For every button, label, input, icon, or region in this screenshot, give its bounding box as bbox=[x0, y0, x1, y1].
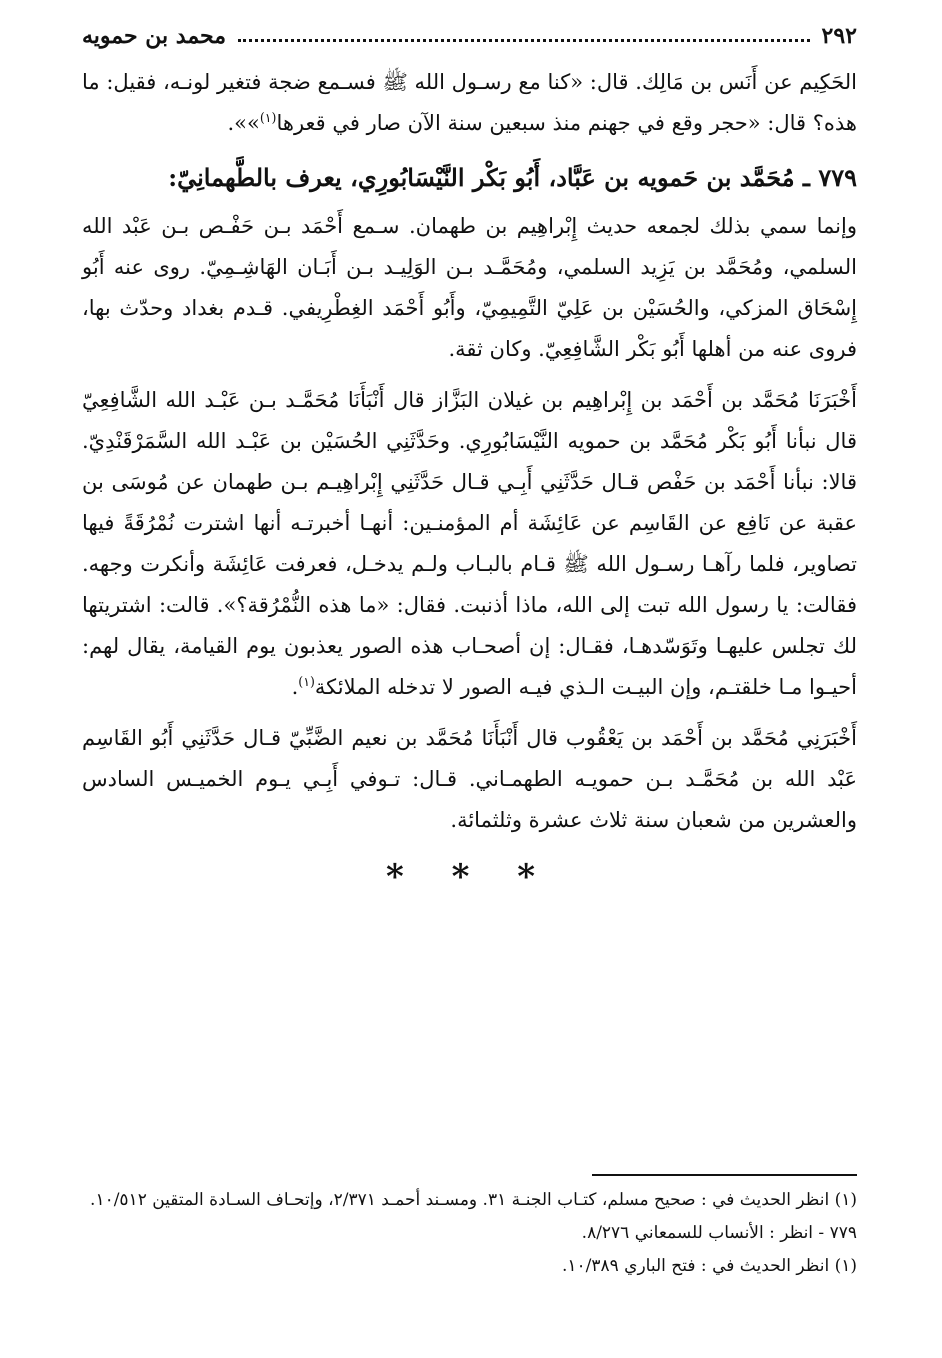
footnotes bbox=[82, 1174, 857, 1283]
continuation-paragraph bbox=[82, 62, 857, 144]
death-report-paragraph: أَخْبَرَنِي مُحَمَّد بن أَحْمَد بن يَعْقُوب قال أَنْبَأَنَا مُحَمَّد بن نعيم الضَّبِّيّ قـال حَدَّثَنِي أَبُو القَاسِم عَبْد الله بن مُحَمَّـد بـن حمويـه الطهمـاني. قـال: تـوفي أَبِـي يـوم الخميـس السادس والعشرين من شعبان سنة ثلاث عشرة وثلثمائة. bbox=[82, 726, 857, 832]
biography-paragraph: وإنما سمي بذلك لجمعه حديث إِبْراهِيم بن طهمان. سـمع أَحْمَد بـن حَفْـص بـن عَبْد الله السلمي، ومُحَمَّد بن يَزِيد السلمي، ومُحَمَّـد بـن الوَلِيـد بـن أَبَـان الهَاشِـمِيّ. روى عنه أَبُو إِسْحَاق المزكي، والحُسَيْن بن عَلِيّ التَّمِيمِيّ، وأَبُو أَحْمَد الغِطْرِيفي. قـدم بغداد وحدّث بها، فروى عنه من أهلها أَبُو بَكْر الشَّافِعِيّ. وكان ثقة. bbox=[82, 214, 857, 361]
footnote-item: (١) انظر الحديث في : صحيح مسلم، كتـاب الجنـة ٣١. ومسـند أحمـد ٢/٣٧١، وإتحـاف السـادة المتقين ١٠/٥١٢. bbox=[90, 1190, 857, 1210]
book-page bbox=[82, 18, 857, 1334]
page-header bbox=[82, 18, 857, 54]
footnote-marker: (١) bbox=[298, 674, 315, 689]
footnote-item: (١) انظر الحديث في : فتح الباري ١٠/٣٨٩. bbox=[561, 1256, 857, 1276]
hadith-text: أَخْبَرَنَا مُحَمَّد بن أَحْمَد بن إِبْراهِيم بن غيلان البَزَّاز قال أَنْبَأَنَا مُحَمَّـد بـن عَبْـد الله الشَّافِعِيّ قال نبأنا أَبُو بَكْر مُحَمَّد بن حمويه النَّيْسَابُورِي. وحَدَّثَنِي الحُسَيْن بن عَبْـد الله السَّمَرْقَنْدِيّ. قالا: نبأنا أَحْمَد بن حَفْص قـال حَدَّثَنِي أَبِـي قـال حَدَّثَنِي إِبْراهِيـم بـن طهمان عن مُوسَى بن عقبة عن نَافِع عن القَاسِم عن عَائِشَة أم المؤمنـين: أنهـا أخبرتـه أنها اشترت نُمْرُقَةً فيها تصاوير، فلما رآهـا رسـول الله ﷺ قـام بالبـاب ولـم يدخـل، فعرفت عَائِشَة وأنكرت وجهه. فقالت: يا رسول الله تبت إلى الله، ماذا أذنبت. فقال: «ما هذه النُّمْرُقة؟». قالت: اشتريتها لك تجلس عليهـا وتَوَسّدهـا، فقـال: إن أصحـاب هذه الصور يعذبون يوم القيامة، يقال لهم: أحيـوا مـا خلقتـم، وإن البيـت الـذي فيـه الصور لا تدخله الملائكة bbox=[82, 388, 857, 699]
continuation-text: الحَكِيم عن أَنَس بن مَالِك. قال: «كنا مع رسـول الله ﷺ فسـمع ضجة فتغير لونـه، فقيل: ما هذه؟ قال: «حجر وقع في جهنم منذ سبعين سنة الآن صار في قعرها bbox=[82, 70, 857, 135]
footnote-rule bbox=[592, 1174, 857, 1176]
header-dotted-leader bbox=[238, 39, 810, 42]
running-title: محمد بن حمويه bbox=[82, 23, 227, 49]
page-number: ٢٩٢ bbox=[821, 23, 857, 49]
continuation-end: »». bbox=[227, 111, 260, 135]
footnote-marker: (١) bbox=[259, 110, 277, 125]
footnote-item: ٧٧٩ - انظر : الأنساب للسمعاني ٨/٢٧٦. bbox=[581, 1223, 857, 1243]
hadith-paragraph bbox=[82, 380, 857, 708]
entry-heading: ٧٧٩ ـ مُحَمَّد بن حَمويه بن عَبَّاد، أَبُو بَكْر النَّيْسَابُورِي، يعرف بالطَّهمانِيّ: bbox=[168, 163, 857, 192]
hadith-end: . bbox=[291, 675, 299, 699]
section-separator: * * * bbox=[385, 857, 553, 897]
